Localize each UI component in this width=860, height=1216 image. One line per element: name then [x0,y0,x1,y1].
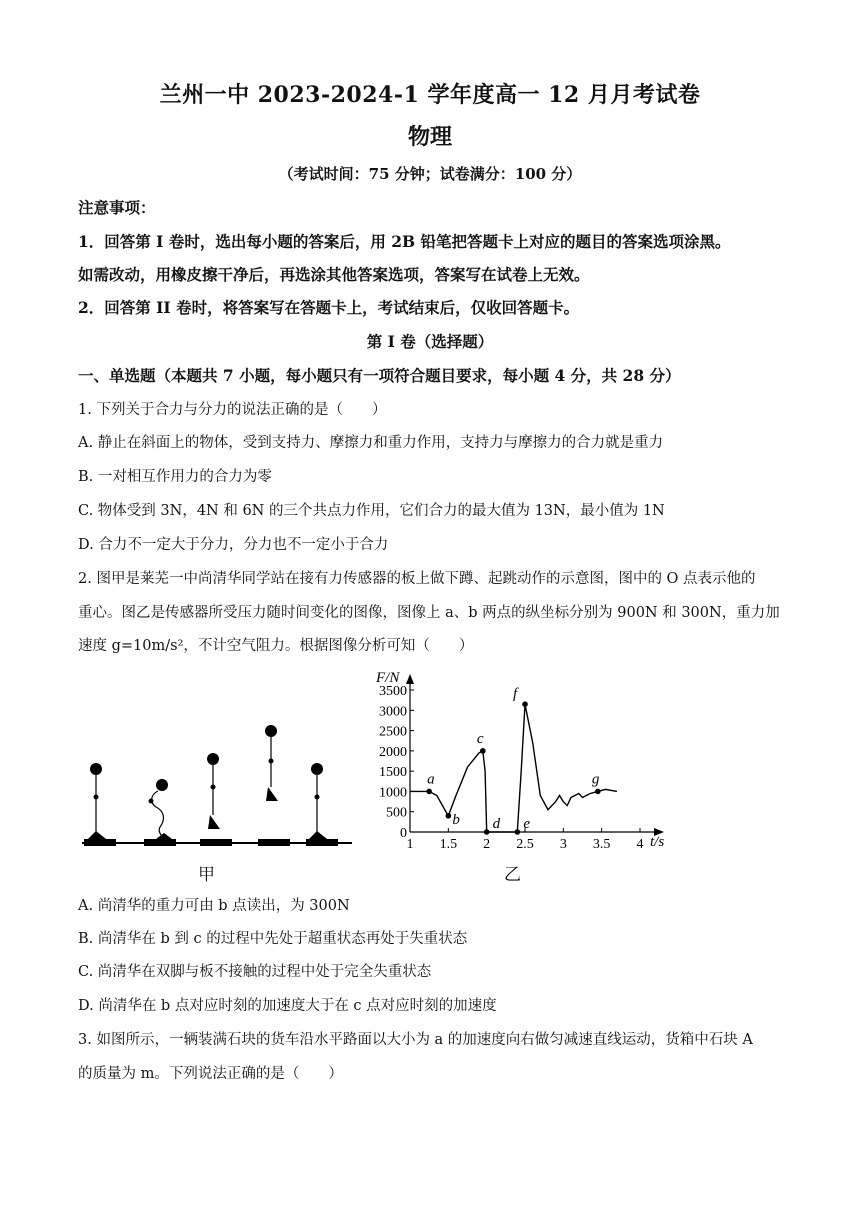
stick-figure-landed [309,763,327,839]
chart-x-tick-label: 1.5 [439,837,458,852]
chart-y-axis-label: F/N [376,670,400,686]
notice-item-1-line-2: 如需改动，用橡皮擦干净后，再选涂其他答案选项，答案写在试卷上无效。 [78,265,590,284]
figure-jia [80,715,360,855]
stick-figure-squatting [149,779,173,839]
stick-figure-airborne [265,725,278,801]
q3-stem-line-1: 3. 如图所示，一辆装满石块的货车沿水平路面以大小为 a 的加速度向右做匀减速直线运动，货箱中石块 A [78,1032,753,1048]
chart-y-arrow [406,674,414,684]
exam-meta: （考试时间：75 分钟；试卷满分：100 分） [278,165,582,183]
chart-point-a [426,789,432,795]
figure-yi-chart [360,668,680,858]
chart-y-tick-label: 1000 [379,785,407,801]
chart-x-tick-label: 3 [559,837,567,852]
chart-point-f [522,701,528,707]
chart-y-tick-label: 2000 [379,744,407,760]
q1-stem: 1. 下列关于合力与分力的说法正确的是（ ） [78,402,387,418]
chart-point-label-c: c [476,730,484,747]
chart-y-tick-label: 3000 [379,704,407,720]
chart-point-d [484,829,490,835]
chart-y-tick-label: 3500 [379,684,407,699]
q1-option-d: D. 合力不一定大于分力，分力也不一定小于合力 [78,537,389,553]
part1-title: 第 I 卷（选择题） [366,332,494,351]
chart-point-label-g: g [591,771,600,788]
chart-point-b [446,813,452,819]
chart-x-tick-label: 1 [406,837,414,852]
q1-option-c: C. 物体受到 3N，4N 和 6N 的三个共点力作用，它们合力的最大值为 13N，最小值为 1N [78,503,665,519]
stick-figure-rising [207,753,220,829]
q2-stem-line-3: 速度 g=10m/s²，不计空气阻力。根据图像分析可知（ ） [78,638,474,654]
chart-x-tick-label: 2 [483,837,491,852]
chart-point-label-a: a [427,771,435,788]
q2-option-c: C. 尚清华在双脚与板不接触的过程中处于完全失重状态 [78,964,432,980]
notice-item-1-line-1: 1．回答第 I 卷时，选出每小题的答案后，用 2B 铅笔把答题卡上对应的题目的答案选项涂黑。 [78,232,731,251]
force-curve [410,704,617,832]
chart-y-tick-label: 2500 [379,724,407,740]
chart-x-tick-label: 4 [636,837,644,852]
q1-option-b: B. 一对相互作用力的合力为零 [78,469,272,485]
section-heading: 一、单选题（本题共 7 小题，每小题只有一项符合题目要求，每小题 4 分，共 28 分） [78,366,681,385]
chart-x-axis-label: t/s [650,834,665,850]
chart-point-label-b: b [452,811,460,828]
q2-option-b: B. 尚清华在 b 到 c 的过程中先处于超重状态再处于失重状态 [78,931,468,947]
chart-x-tick-label: 3.5 [592,837,611,852]
stick-figure-standing [88,763,106,839]
notice-item-2: 2．回答第 II 卷时，将答案写在答题卡上，考试结束后，仅收回答题卡。 [78,298,580,317]
chart-point-label-d: d [492,816,501,832]
q2-stem-line-2: 重心。图乙是传感器所受压力随时间变化的图像，图像上 a、b 两点的纵坐标分别为 900N 和 300N，重力加 [78,605,780,621]
chart-y-tick-label: 500 [386,805,407,821]
exam-subject: 物理 [407,124,452,150]
chart-point-c [480,748,486,754]
figure-jia-label: 甲 [198,865,215,885]
notice-heading: 注意事项： [78,198,156,217]
chart-point-label-f: f [513,686,518,703]
figure-yi-label: 乙 [504,865,521,885]
chart-point-g [595,789,601,795]
chart-x-tick-label: 2.5 [516,837,534,852]
q1-option-a: A. 静止在斜面上的物体，受到支持力、摩擦力和重力作用，支持力与摩擦力的合力就是重力 [78,435,664,451]
q2-option-d: D. 尚清华在 b 点对应时刻的加速度大于在 c 点对应时刻的加速度 [78,998,497,1014]
exam-title: 兰州一中 2023-2024-1 学年度高一 12 月月考试卷 [159,82,701,108]
q2-stem-line-1: 2. 图甲是莱芜一中尚清华同学站在接有力传感器的板上做下蹲、起跳动作的示意图，图中的 O 点表示他的 [78,571,756,587]
q2-option-a: A. 尚清华的重力可由 b 点读出，为 300N [78,898,350,914]
chart-y-tick-label: 1500 [379,765,407,781]
chart-point-label-e: e [523,816,531,832]
q3-stem-line-2: 的质量为 m。下列说法正确的是（ ） [78,1066,343,1082]
chart-point-e [515,829,521,835]
chart-y-tick-label: 0 [400,826,407,841]
